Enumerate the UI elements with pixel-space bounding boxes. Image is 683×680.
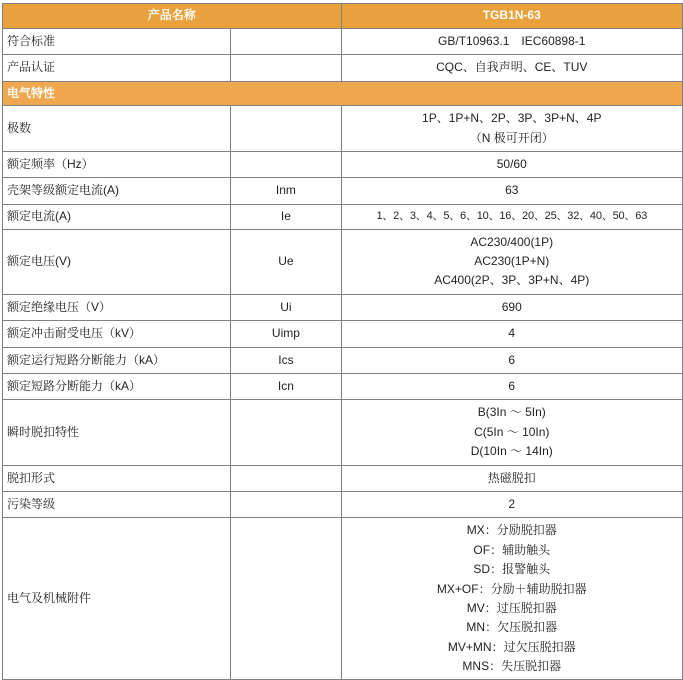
- row-value-line: MX：分励脱扣器: [466, 523, 557, 538]
- table-row: [3, 294, 683, 320]
- table-row: [3, 491, 683, 517]
- table-row: [3, 347, 683, 373]
- table-row: [3, 29, 683, 55]
- row-value-line: 1、2、3、4、5、6、10、16、20、25、32、40、50、63: [376, 209, 648, 222]
- row-label: 符合标准: [3, 29, 231, 55]
- row-label: 额定绝缘电压（V）: [3, 294, 231, 320]
- row-value: [341, 321, 683, 347]
- table-row: [3, 106, 683, 152]
- row-symbol: Inm: [231, 178, 341, 204]
- table-section-row: [3, 81, 683, 105]
- table-row: [3, 229, 683, 294]
- row-label: 额定运行短路分断能力（kA）: [3, 347, 231, 373]
- row-symbol: Ie: [231, 204, 341, 229]
- row-value: [341, 347, 683, 373]
- row-symbol: [231, 465, 341, 491]
- row-value: [341, 151, 683, 177]
- row-label: 脱扣形式: [3, 465, 231, 491]
- header-product-name: 产品名称: [3, 4, 342, 29]
- row-value-line: AC230/400(1P): [470, 234, 554, 249]
- table-row: [3, 518, 683, 680]
- row-value: [341, 106, 683, 152]
- row-symbol: [231, 518, 341, 680]
- row-label: 额定频率（Hz）: [3, 151, 231, 177]
- table-row: [3, 321, 683, 347]
- table-header-row: [3, 4, 683, 29]
- row-symbol: [231, 491, 341, 517]
- spec-table-body: [3, 4, 683, 680]
- row-value-line: CQC、自我声明、CE、TUV: [436, 60, 588, 75]
- row-value: [341, 294, 683, 320]
- table-row: [3, 204, 683, 229]
- row-value-line: MN：欠压脱扣器: [466, 620, 558, 635]
- row-symbol: [231, 55, 341, 81]
- row-label: 极数: [3, 106, 231, 152]
- row-value-line: 1P、1P+N、2P、3P、3P+N、4P: [422, 111, 602, 126]
- row-value-line: C(5In ～ 10In): [474, 424, 550, 439]
- row-value-line: MX+OF：分励＋辅助脱扣器: [436, 581, 587, 596]
- row-label: 壳架等级额定电流(A): [3, 178, 231, 204]
- table-row: [3, 465, 683, 491]
- row-value: [341, 374, 683, 400]
- row-value-line: SD：报警触头: [473, 562, 551, 577]
- row-symbol: Ui: [231, 294, 341, 320]
- row-value: [341, 204, 683, 229]
- row-label: 额定冲击耐受电压（kV）: [3, 321, 231, 347]
- row-symbol: [231, 151, 341, 177]
- row-symbol: Ics: [231, 347, 341, 373]
- row-value-line: 6: [508, 379, 516, 394]
- row-value-line: B(3In ～ 5In): [477, 405, 546, 420]
- row-value-line: OF：辅助触头: [473, 542, 551, 557]
- row-value-line: （N 极可开闭）: [469, 130, 554, 145]
- row-value-line: 4: [508, 326, 516, 341]
- row-value-line: MV：过压脱扣器: [466, 600, 557, 615]
- row-value-line: AC400(2P、3P、3P+N、4P): [434, 273, 590, 288]
- row-value-line: D(10In ～ 14In): [470, 444, 553, 459]
- row-label: 电气及机械附件: [3, 518, 231, 680]
- row-value-line: 50/60: [496, 156, 527, 171]
- row-symbol: [231, 106, 341, 152]
- row-value: [341, 518, 683, 680]
- table-row: [3, 151, 683, 177]
- row-label: 额定短路分断能力（kA）: [3, 374, 231, 400]
- row-value-line: 63: [505, 183, 519, 198]
- row-value: [341, 229, 683, 294]
- row-symbol: Icn: [231, 374, 341, 400]
- row-value: [341, 465, 683, 491]
- row-value-line: 690: [501, 299, 522, 314]
- row-symbol: [231, 400, 341, 465]
- row-value: [341, 55, 683, 81]
- row-label: 瞬时脱扣特性: [3, 400, 231, 465]
- row-value: [341, 491, 683, 517]
- row-value-line: 热磁脱扣: [487, 470, 536, 485]
- table-row: [3, 178, 683, 204]
- header-product-model: TGB1N-63: [341, 4, 683, 29]
- row-value-line: AC230(1P+N): [474, 254, 550, 269]
- row-value: [341, 29, 683, 55]
- row-symbol: [231, 29, 341, 55]
- section-label: 电气特性: [3, 81, 683, 105]
- table-row: [3, 400, 683, 465]
- row-label: 产品认证: [3, 55, 231, 81]
- row-label: 额定电压(V): [3, 229, 231, 294]
- row-value: [341, 178, 683, 204]
- product-spec-table: [2, 3, 683, 680]
- row-label: 额定电流(A): [3, 204, 231, 229]
- row-value: [341, 400, 683, 465]
- row-value-line: MNS：失压脱扣器: [462, 659, 562, 674]
- row-value-line: MV+MN：过欠压脱扣器: [447, 639, 576, 654]
- row-value-line: GB/T10963.1 IEC60898-1: [438, 34, 586, 48]
- table-row: [3, 374, 683, 400]
- row-symbol: Ue: [231, 229, 341, 294]
- row-symbol: Uimp: [231, 321, 341, 347]
- row-value-line: 2: [508, 496, 516, 511]
- row-label: 污染等级: [3, 491, 231, 517]
- table-row: [3, 55, 683, 81]
- row-value-line: 6: [508, 352, 516, 367]
